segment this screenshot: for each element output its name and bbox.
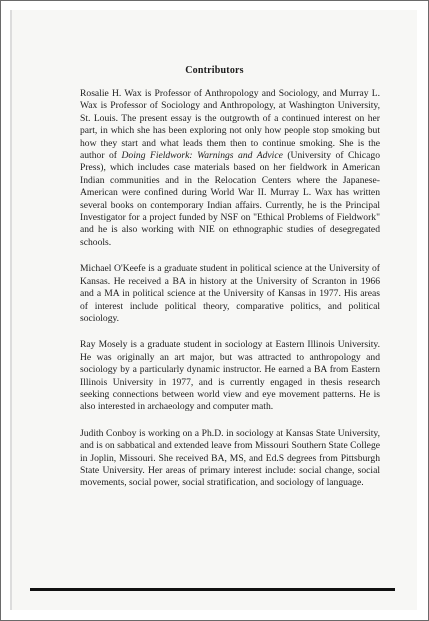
book-title: Doing Fieldwork: Warnings and Advice <box>121 150 283 162</box>
bio-wax <box>80 88 380 249</box>
contributors-list <box>80 88 380 504</box>
document-page <box>12 10 417 610</box>
bio-mosely: Ray Mosely is a graduate student in sociology at Eastern Illinois University. He was originally an art major, but was attracted to anthropology and sociology by a particularly dynamic instructor. He earned a BA from Eastern Illinois University in 1977, and is currently engaged in thesis research seeking connections between world view and eye movement patterns. He is also interested in archaeology and computer math. <box>80 339 380 413</box>
bio-okeefe: Michael O'Keefe is a graduate student in political science at the University of Kansas. He received a BA in history at the University of Scranton in 1966 and a MA in political science at the University of Kansas in 1977. His areas of interest include political theory, comparative politics, and political sociology. <box>80 263 380 324</box>
bio-wax-text-pre: Rosalie H. Wax is Professor of Anthropology and Sociology, and Murray L. Wax is Professor of Sociology and Anthropology, at Washington University, St. Louis. The present essay is the outgrowth of a continued interest on her part, in which she has been exploring not only how people stop smoking but how they start and what leads them then to continue smoking. She is the author of <box>80 88 380 162</box>
bio-wax-text-post: (University of Chicago Press), which includes case materials based on her fieldwork in American Indian communities and in the Relocation Centers where the Japanese-American were confined during World War II. Murray L. Wax has written several books on contemporary Indian affairs. Currently, he is the Principal Investigator for a project funded by NSF on "Ethical Problems of Fieldwork" and he is also working with NIE on ethnographic studies of desegregated schools. <box>80 150 380 248</box>
bio-conboy: Judith Conboy is working on a Ph.D. in sociology at Kansas State University, and is on sabbatical and extended leave from Missouri Southern State College in Joplin, Missouri. She received BA, MS, and Ed.S degrees from Pittsburgh State University. Her areas of primary interest include: social change, social movements, social power, social stratification, and sociology of language. <box>80 427 380 489</box>
bottom-rule <box>30 588 395 591</box>
page-title: Contributors <box>185 65 244 76</box>
